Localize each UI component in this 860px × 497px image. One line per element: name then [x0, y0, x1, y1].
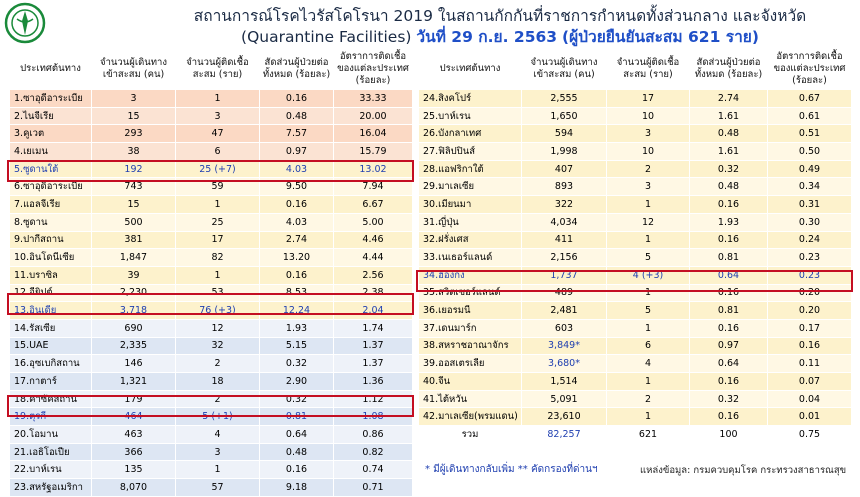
cell-rate: 1.12	[334, 390, 413, 408]
page-title: สถานการณ์โรคไวรัสโคโรนา 2019 ในสถานกักกันที่ราชการกำหนดทั้งส่วนกลาง และจังหวัด	[193, 7, 807, 25]
cell-proportion: 0.81	[690, 302, 768, 320]
cell-country: 31.ญี่ปุ่น	[419, 213, 522, 231]
total-cases: 621	[607, 426, 690, 444]
cell-travelers: 23,610	[522, 408, 607, 426]
subtitle-date: วันที่ 29 ก.ย. 2563	[416, 28, 558, 46]
cell-country: 1.ซาอุดีอาระเบีย	[10, 90, 92, 108]
cell-cases: 17	[607, 90, 690, 108]
table-row	[10, 302, 413, 320]
table-row	[419, 319, 852, 337]
cell-cases: 1	[607, 231, 690, 249]
cell-country: 26.บังกลาเทศ	[419, 125, 522, 143]
cell-country: 42.มาเลเซีย(พรมแดน)	[419, 408, 522, 426]
cell-travelers: 407	[522, 160, 607, 178]
table-row	[419, 408, 852, 426]
cell-cases: 2	[176, 355, 260, 373]
cell-travelers: 743	[92, 178, 176, 196]
cell-travelers: 464	[92, 408, 176, 426]
cell-proportion: 0.16	[260, 90, 334, 108]
table-row	[10, 266, 413, 284]
cell-rate: 2.56	[334, 266, 413, 284]
cell-cases: 17	[176, 231, 260, 249]
cell-country: 14.รัสเซีย	[10, 319, 92, 337]
cell-cases: 76 (+3)	[176, 302, 260, 320]
table-row	[419, 249, 852, 267]
cell-proportion: 0.32	[260, 390, 334, 408]
table-row	[419, 302, 852, 320]
cell-proportion: 1.93	[260, 319, 334, 337]
cell-rate: 2.38	[334, 284, 413, 302]
cell-country: 18.คาซัคสถาน	[10, 390, 92, 408]
cell-country: 32.ฝรั่งเศส	[419, 231, 522, 249]
cell-country: 11.บราซิล	[10, 266, 92, 284]
cell-cases: 59	[176, 178, 260, 196]
cell-travelers: 3,680*	[522, 355, 607, 373]
cell-cases: 2	[176, 390, 260, 408]
table-row	[419, 373, 852, 391]
page-subtitle	[150, 24, 850, 49]
cell-country: 33.เนเธอร์แลนด์	[419, 249, 522, 267]
table-row	[419, 266, 852, 284]
cell-proportion: 0.97	[690, 337, 768, 355]
table-row	[10, 355, 413, 373]
cell-proportion: 0.48	[260, 443, 334, 461]
cell-country: 17.กาตาร์	[10, 373, 92, 391]
cell-cases: 12	[607, 213, 690, 231]
cell-rate: 0.23	[768, 249, 852, 267]
cell-rate: 33.33	[334, 90, 413, 108]
cell-cases: 18	[176, 373, 260, 391]
cell-rate: 0.04	[768, 390, 852, 408]
cell-rate: 0.82	[334, 443, 413, 461]
cell-proportion: 0.16	[690, 408, 768, 426]
table-row	[10, 461, 413, 479]
cell-country: 15.UAE	[10, 337, 92, 355]
cell-rate: 1.37	[334, 337, 413, 355]
cell-rate: 0.71	[334, 479, 413, 497]
table-row	[419, 90, 852, 108]
cell-proportion: 0.32	[260, 355, 334, 373]
total-travelers: 82,257	[522, 426, 607, 444]
cell-proportion: 1.93	[690, 213, 768, 231]
table-row	[10, 284, 413, 302]
cell-proportion: 0.97	[260, 143, 334, 161]
cell-cases: 1	[176, 196, 260, 214]
cell-travelers: 322	[522, 196, 607, 214]
cell-country: 36.เยอรมนี	[419, 302, 522, 320]
cell-proportion: 0.16	[260, 266, 334, 284]
cell-country: 7.แอลจีเรีย	[10, 196, 92, 214]
cell-cases: 10	[607, 143, 690, 161]
table-row	[419, 143, 852, 161]
cell-rate: 1.36	[334, 373, 413, 391]
cell-proportion: 2.90	[260, 373, 334, 391]
cell-travelers: 2,335	[92, 337, 176, 355]
column-header: ประเทศต้นทาง	[419, 48, 522, 90]
column-header: จำนวนผู้เดินทาง เข้าสะสม (คน)	[92, 48, 176, 90]
cell-rate: 0.50	[768, 143, 852, 161]
cell-rate: 1.08	[334, 408, 413, 426]
cell-rate: 0.86	[334, 426, 413, 444]
cell-rate: 2.04	[334, 302, 413, 320]
table-row	[10, 213, 413, 231]
total-proportion: 100	[690, 426, 768, 444]
column-header: จำนวนผู้ติดเชื้อสะสม (ราย)	[176, 48, 260, 90]
subtitle-prefix: (Quarantine Facilities)	[241, 28, 412, 46]
table-row	[10, 178, 413, 196]
cell-cases: 5 (+1)	[176, 408, 260, 426]
cell-rate: 0.61	[768, 107, 852, 125]
cell-rate: 6.67	[334, 196, 413, 214]
cell-travelers: 1,650	[522, 107, 607, 125]
cell-cases: 3	[176, 107, 260, 125]
cell-proportion: 0.64	[690, 266, 768, 284]
cell-rate: 20.00	[334, 107, 413, 125]
cell-travelers: 603	[522, 319, 607, 337]
column-header: สัดส่วนผู้ป่วยต่อทั้งหมด (ร้อยละ)	[690, 48, 768, 90]
left-table	[9, 47, 413, 497]
cell-cases: 4 (+3)	[607, 266, 690, 284]
cell-cases: 57	[176, 479, 260, 497]
cell-country: 8.ซูดาน	[10, 213, 92, 231]
cell-country: 37.เดนมาร์ก	[419, 319, 522, 337]
table-row	[419, 107, 852, 125]
cell-proportion: 1.61	[690, 107, 768, 125]
cell-rate: 1.37	[334, 355, 413, 373]
cell-travelers: 1,514	[522, 373, 607, 391]
cell-country: 40.จีน	[419, 373, 522, 391]
cell-travelers: 179	[92, 390, 176, 408]
cell-travelers: 3	[92, 90, 176, 108]
table-row	[10, 479, 413, 497]
cell-travelers: 15	[92, 196, 176, 214]
cell-rate: 0.30	[768, 213, 852, 231]
cell-proportion: 0.64	[690, 355, 768, 373]
cell-country: 25.บาห์เรน	[419, 107, 522, 125]
cell-travelers: 893	[522, 178, 607, 196]
cell-proportion: 4.03	[260, 160, 334, 178]
cell-proportion: 0.81	[260, 408, 334, 426]
column-header: อัตราการติดเชื้อของแต่ละประเทศ (ร้อยละ)	[768, 48, 852, 90]
cell-cases: 1	[607, 196, 690, 214]
cell-cases: 53	[176, 284, 260, 302]
cell-rate: 0.20	[768, 284, 852, 302]
table-row	[419, 390, 852, 408]
cell-travelers: 411	[522, 231, 607, 249]
cell-travelers: 293	[92, 125, 176, 143]
cell-cases: 1	[176, 90, 260, 108]
table-row	[10, 143, 413, 161]
cell-proportion: 0.16	[260, 196, 334, 214]
cell-rate: 0.34	[768, 178, 852, 196]
cell-country: 30.เมียนมา	[419, 196, 522, 214]
cell-rate: 16.04	[334, 125, 413, 143]
cell-country: 22.บาห์เรน	[10, 461, 92, 479]
total-row	[419, 426, 852, 444]
cell-proportion: 9.50	[260, 178, 334, 196]
column-header: ประเทศต้นทาง	[10, 48, 92, 90]
cell-country: 39.ออสเตรเลีย	[419, 355, 522, 373]
cell-country: 29.มาเลเซีย	[419, 178, 522, 196]
table-row	[10, 373, 413, 391]
cell-proportion: 0.48	[260, 107, 334, 125]
cell-rate: 4.46	[334, 231, 413, 249]
cell-rate: 0.23	[768, 266, 852, 284]
cell-country: 28.แอฟริกาใต้	[419, 160, 522, 178]
cell-rate: 0.20	[768, 302, 852, 320]
cell-cases: 6	[176, 143, 260, 161]
cell-cases: 4	[607, 355, 690, 373]
table-row	[10, 319, 413, 337]
cell-cases: 1	[607, 319, 690, 337]
column-header: อัตราการติดเชื้อของแต่ละประเทศ (ร้อยละ)	[334, 48, 413, 90]
cell-cases: 4	[176, 426, 260, 444]
cell-cases: 5	[607, 302, 690, 320]
right-table	[418, 47, 852, 444]
cell-cases: 3	[607, 125, 690, 143]
table-row	[10, 125, 413, 143]
cell-rate: 0.51	[768, 125, 852, 143]
table-row	[419, 337, 852, 355]
cell-cases: 1	[607, 408, 690, 426]
cell-travelers: 8,070	[92, 479, 176, 497]
table-row	[10, 337, 413, 355]
cell-cases: 1	[176, 461, 260, 479]
cell-travelers: 3,849*	[522, 337, 607, 355]
cell-proportion: 0.81	[690, 249, 768, 267]
cell-proportion: 0.64	[260, 426, 334, 444]
cell-rate: 0.24	[768, 231, 852, 249]
cell-travelers: 15	[92, 107, 176, 125]
table-row	[419, 125, 852, 143]
cell-travelers: 146	[92, 355, 176, 373]
table-row	[10, 426, 413, 444]
cell-country: 9.ปากีสถาน	[10, 231, 92, 249]
cell-country: 4.เยเมน	[10, 143, 92, 161]
cell-cases: 82	[176, 249, 260, 267]
cell-travelers: 1,321	[92, 373, 176, 391]
cell-country: 10.อินโดนีเซีย	[10, 249, 92, 267]
cell-travelers: 2,156	[522, 249, 607, 267]
cell-proportion: 0.16	[690, 196, 768, 214]
footnote: * มีผู้เดินทางกลับเพิ่ม ** คัดกรองที่ด่านฯ	[425, 464, 598, 475]
cell-country: 23.สหรัฐอเมริกา	[10, 479, 92, 497]
cell-cases: 1	[607, 373, 690, 391]
cell-country: 24.สิงคโปร์	[419, 90, 522, 108]
cell-country: 2.ไนจีเรีย	[10, 107, 92, 125]
table-row	[10, 249, 413, 267]
cell-proportion: 0.16	[690, 284, 768, 302]
cell-rate: 7.94	[334, 178, 413, 196]
cell-rate: 0.01	[768, 408, 852, 426]
cell-cases: 3	[607, 178, 690, 196]
cell-proportion: 12.24	[260, 302, 334, 320]
cell-cases: 32	[176, 337, 260, 355]
table-row	[419, 178, 852, 196]
ministry-logo	[4, 2, 46, 44]
cell-proportion: 7.57	[260, 125, 334, 143]
table-row	[10, 443, 413, 461]
cell-country: 5.ซูดานใต้	[10, 160, 92, 178]
cell-proportion: 0.32	[690, 390, 768, 408]
cell-rate: 0.49	[768, 160, 852, 178]
cell-travelers: 594	[522, 125, 607, 143]
cell-proportion: 2.74	[260, 231, 334, 249]
table-row	[10, 160, 413, 178]
cell-travelers: 2,555	[522, 90, 607, 108]
cell-rate: 0.16	[768, 337, 852, 355]
total-rate: 0.75	[768, 426, 852, 444]
cell-country: 27.ฟิลิปปินส์	[419, 143, 522, 161]
column-header: สัดส่วนผู้ป่วยต่อทั้งหมด (ร้อยละ)	[260, 48, 334, 90]
cell-travelers: 2,230	[92, 284, 176, 302]
cell-travelers: 2,481	[522, 302, 607, 320]
subtitle-total: (ผู้ป่วยยืนยันสะสม 621 ราย)	[562, 28, 759, 46]
cell-proportion: 0.16	[690, 231, 768, 249]
cell-rate: 0.67	[768, 90, 852, 108]
table-row	[419, 213, 852, 231]
cell-proportion: 1.61	[690, 143, 768, 161]
column-header: จำนวนผู้เดินทาง เข้าสะสม (คน)	[522, 48, 607, 90]
cell-country: 12.อียิปต์	[10, 284, 92, 302]
cell-rate: 13.02	[334, 160, 413, 178]
cell-rate: 15.79	[334, 143, 413, 161]
cell-travelers: 3,718	[92, 302, 176, 320]
cell-country: 3.คูเวต	[10, 125, 92, 143]
table-row	[419, 355, 852, 373]
cell-country: 20.โอมาน	[10, 426, 92, 444]
cell-country: 35.สวิตเซอร์แลนด์	[419, 284, 522, 302]
cell-travelers: 463	[92, 426, 176, 444]
cell-travelers: 1,847	[92, 249, 176, 267]
source-note: แหล่งข้อมูล: กรมควบคุมโรค กระทรวงสาธารณสุข	[640, 465, 847, 476]
cell-country: 38.สหราชอาณาจักร	[419, 337, 522, 355]
cell-country: 6.ซาอุดิอาระเบีย	[10, 178, 92, 196]
cell-travelers: 366	[92, 443, 176, 461]
cell-rate: 4.44	[334, 249, 413, 267]
cell-cases: 47	[176, 125, 260, 143]
cell-proportion: 9.18	[260, 479, 334, 497]
cell-travelers: 192	[92, 160, 176, 178]
cell-country: 13.อินเดีย	[10, 302, 92, 320]
table-row	[10, 107, 413, 125]
cell-travelers: 1,998	[522, 143, 607, 161]
table-row	[10, 390, 413, 408]
cell-cases: 25	[176, 213, 260, 231]
cell-rate: 0.11	[768, 355, 852, 373]
cell-country: 19.ตุรกี	[10, 408, 92, 426]
table-row	[10, 231, 413, 249]
cell-cases: 12	[176, 319, 260, 337]
cell-rate: 5.00	[334, 213, 413, 231]
cell-cases: 25 (+7)	[176, 160, 260, 178]
table-row	[419, 196, 852, 214]
cell-country: 16.อุซเบกิสถาน	[10, 355, 92, 373]
cell-rate: 0.07	[768, 373, 852, 391]
cell-proportion: 5.15	[260, 337, 334, 355]
cell-proportion: 0.16	[690, 373, 768, 391]
cell-travelers: 690	[92, 319, 176, 337]
table-row	[419, 160, 852, 178]
cell-country: 41.ไต้หวัน	[419, 390, 522, 408]
cell-proportion: 0.16	[690, 319, 768, 337]
cell-travelers: 39	[92, 266, 176, 284]
cell-travelers: 500	[92, 213, 176, 231]
cell-rate: 0.17	[768, 319, 852, 337]
cell-cases: 2	[607, 390, 690, 408]
cell-proportion: 13.20	[260, 249, 334, 267]
cell-travelers: 135	[92, 461, 176, 479]
cell-proportion: 0.48	[690, 125, 768, 143]
cell-country: 34.ฮ่องกง	[419, 266, 522, 284]
cell-proportion: 8.53	[260, 284, 334, 302]
cell-country: 21.เอธิโอเปีย	[10, 443, 92, 461]
cell-cases: 10	[607, 107, 690, 125]
column-header: จำนวนผู้ติดเชื้อสะสม (ราย)	[607, 48, 690, 90]
cell-cases: 1	[176, 266, 260, 284]
table-row	[419, 284, 852, 302]
cell-travelers: 5,091	[522, 390, 607, 408]
table-row	[419, 231, 852, 249]
cell-rate: 1.74	[334, 319, 413, 337]
cell-cases: 3	[176, 443, 260, 461]
cell-travelers: 489	[522, 284, 607, 302]
cell-cases: 5	[607, 249, 690, 267]
table-row	[10, 408, 413, 426]
table-row	[10, 196, 413, 214]
cell-cases: 6	[607, 337, 690, 355]
cell-travelers: 1,737	[522, 266, 607, 284]
cell-proportion: 0.48	[690, 178, 768, 196]
cell-rate: 0.31	[768, 196, 852, 214]
cell-proportion: 0.16	[260, 461, 334, 479]
total-label: รวม	[419, 426, 522, 444]
cell-proportion: 0.32	[690, 160, 768, 178]
cell-proportion: 4.03	[260, 213, 334, 231]
cell-travelers: 4,034	[522, 213, 607, 231]
cell-travelers: 38	[92, 143, 176, 161]
cell-travelers: 381	[92, 231, 176, 249]
cell-proportion: 2.74	[690, 90, 768, 108]
cell-cases: 2	[607, 160, 690, 178]
cell-rate: 0.74	[334, 461, 413, 479]
cell-cases: 1	[607, 284, 690, 302]
table-row	[10, 90, 413, 108]
